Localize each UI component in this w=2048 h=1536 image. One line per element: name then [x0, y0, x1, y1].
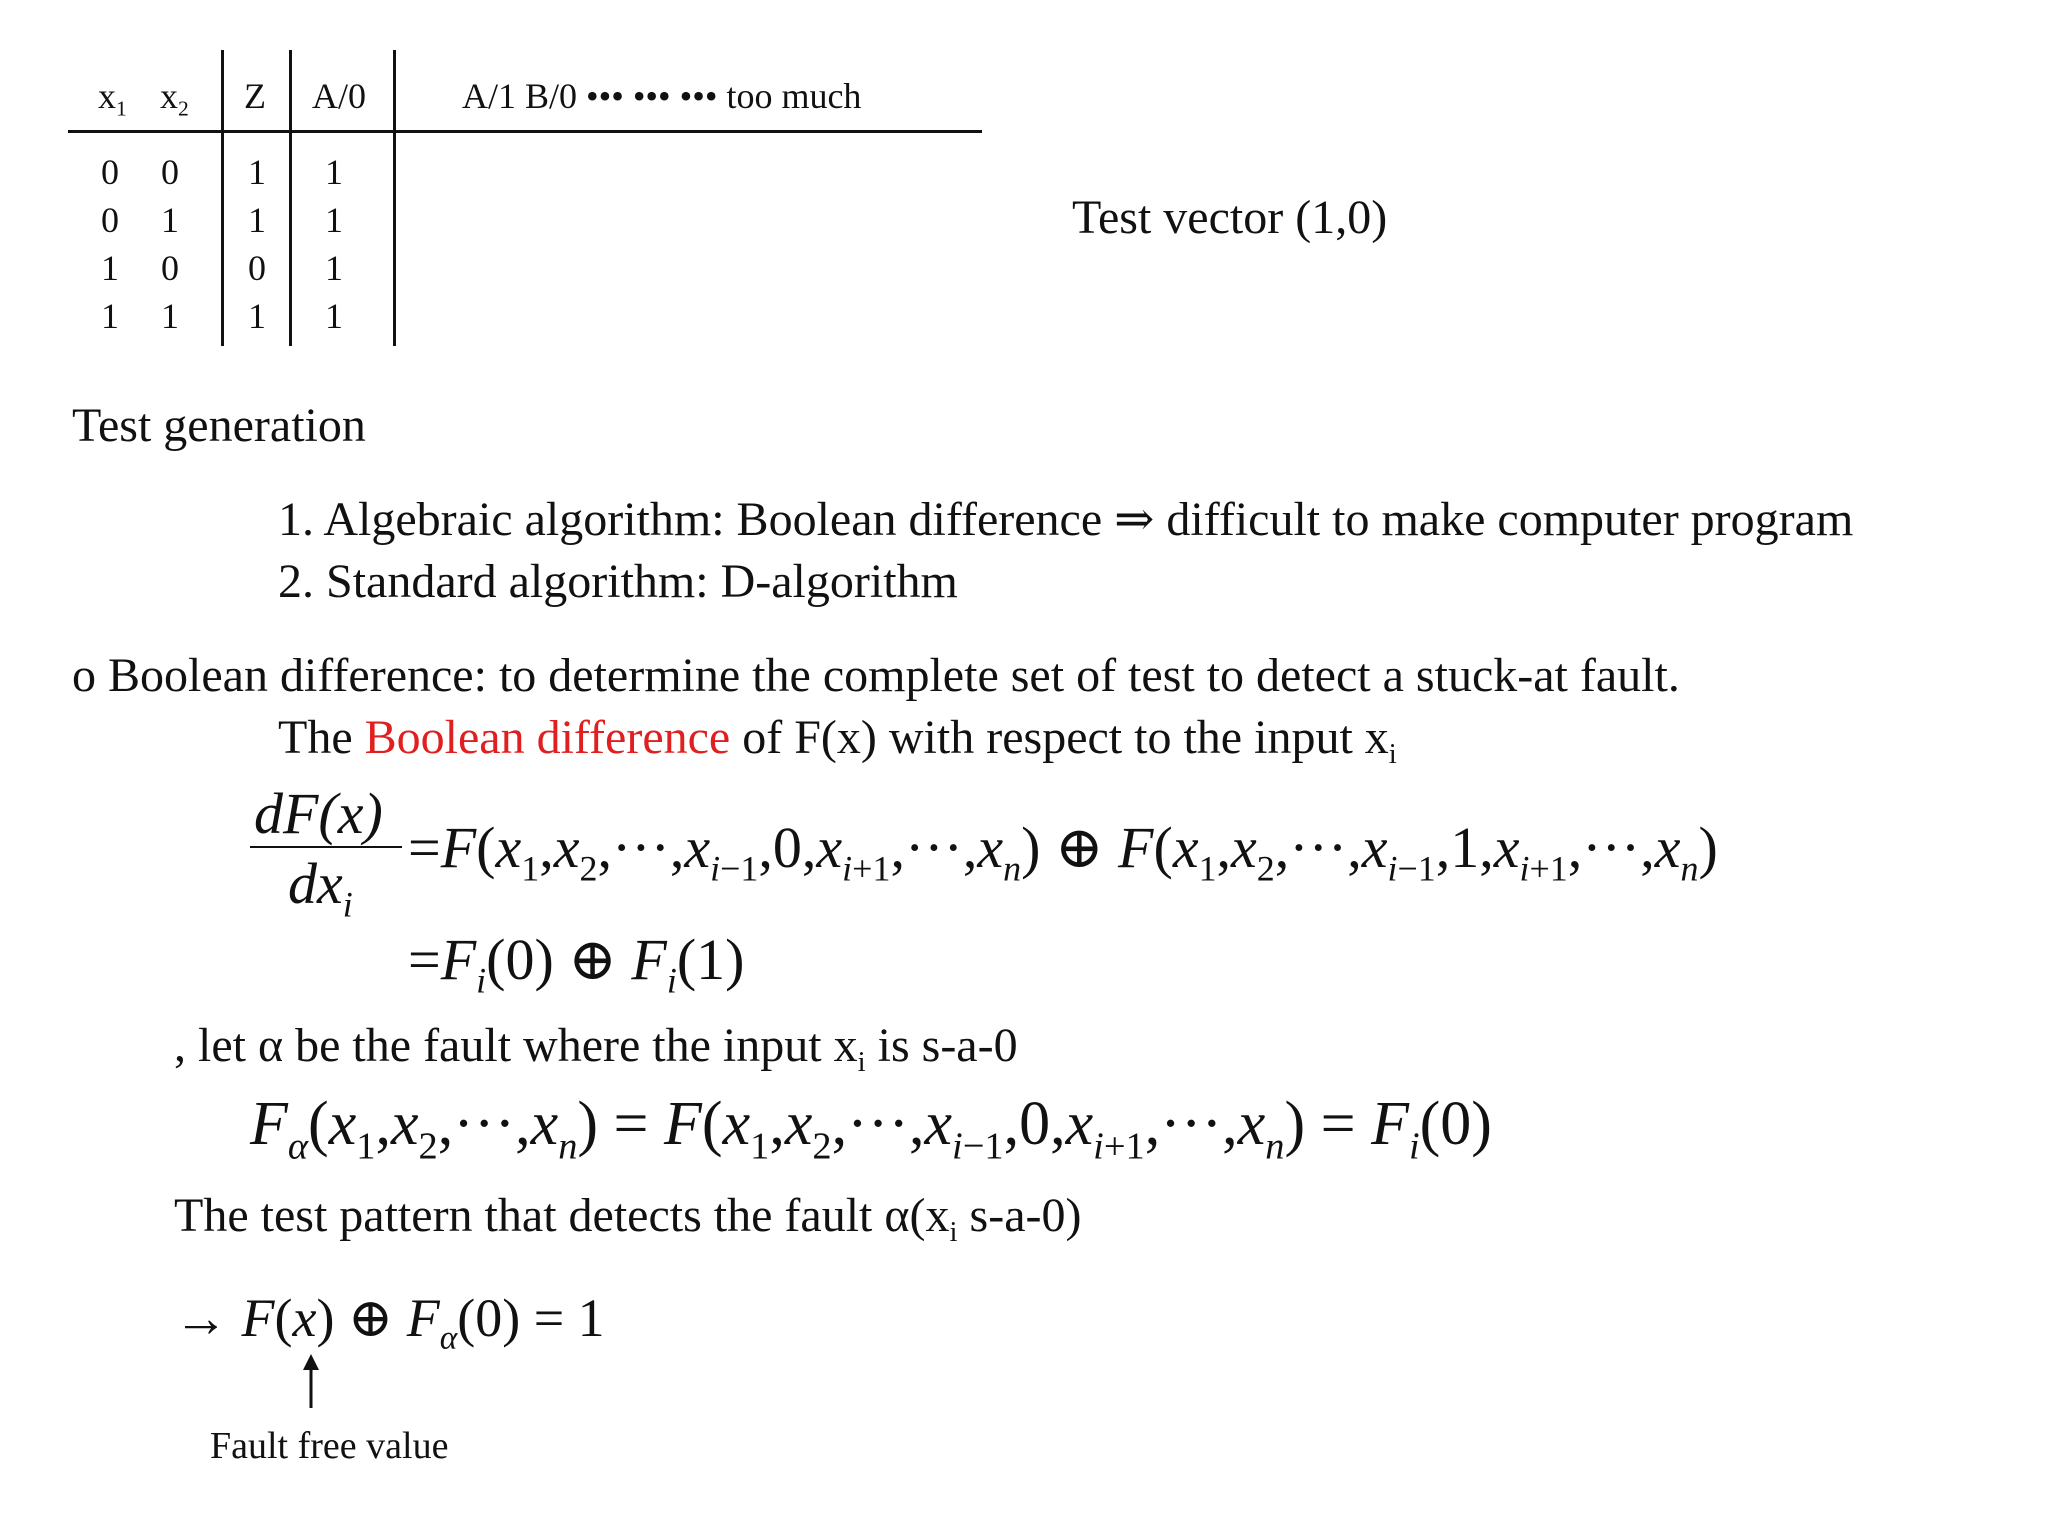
fraction-bar	[250, 846, 402, 848]
table-divider-1	[221, 50, 224, 346]
boolean-difference-highlight: Boolean difference	[364, 711, 731, 764]
header-x2: $x_2$	[160, 76, 189, 121]
fault-equation: $F_\alpha(x_1,x_2,\cdot\cdot\cdot,x_n) = F(x_1,x_2,\cdot\cdot\cdot,x_{i-1},0,x_{i+1},\cdot\cdot\cdot,x_n) = F_i(0)$	[250, 1090, 1492, 1168]
header-z: Z	[244, 76, 266, 116]
header-extra: A/1 B/0 ••• ••• ••• too much	[462, 76, 862, 116]
boolean-difference-equation-simplified: $=F_i(0)$ ⊕ $F_i(1)$	[408, 927, 745, 1001]
header-x1: $x_1$	[98, 76, 127, 121]
fraction-denominator: $dx_i$	[288, 851, 353, 925]
boolean-difference-intro: o Boolean difference: to determine the complete set of test to detect a stuck-at fault.	[72, 649, 1680, 702]
bullet: o	[72, 649, 96, 702]
header-a0: A/0	[312, 76, 366, 116]
boolean-difference-definition: The Boolean difference of F(x) with respect to the input $x_i$	[278, 711, 1397, 771]
table-divider-3	[393, 50, 396, 346]
fault-free-value-label: Fault free value	[210, 1425, 449, 1467]
boolean-difference-equation: $=F(x_1,x_2,\cdot\cdot\cdot,x_{i-1},0,x_{i+1},\cdot\cdot\cdot,x_n)$ ⊕ $F(x_1,x_2,\cdot\cdot\cdot,x_{i-1},1,x_{i+1},\cdot\cdot\cdot,x_n)$	[408, 815, 1718, 889]
test-pattern-text: The test pattern that detects the fault $\alpha(x_i$ s-a-0)	[174, 1189, 1082, 1249]
fault-definition: , let α be the fault where the input $x_i$ is s-a-0	[174, 1019, 1018, 1079]
test-generation-heading: Test generation	[72, 399, 366, 452]
fraction-numerator: dF(x)	[254, 781, 383, 846]
final-equation: → F(x) ⊕ $F_\alpha(0) = 1$	[174, 1288, 605, 1357]
list-item: 1. Algebraic algorithm: Boolean difference ⇒ difficult to make computer program	[278, 493, 1854, 546]
table-header-rule	[68, 130, 982, 133]
list-item: 2. Standard algorithm: D-algorithm	[278, 555, 958, 608]
up-arrow-icon	[298, 1354, 324, 1410]
table-divider-2	[289, 50, 292, 346]
test-vector: Test vector (1,0)	[1072, 191, 1388, 244]
